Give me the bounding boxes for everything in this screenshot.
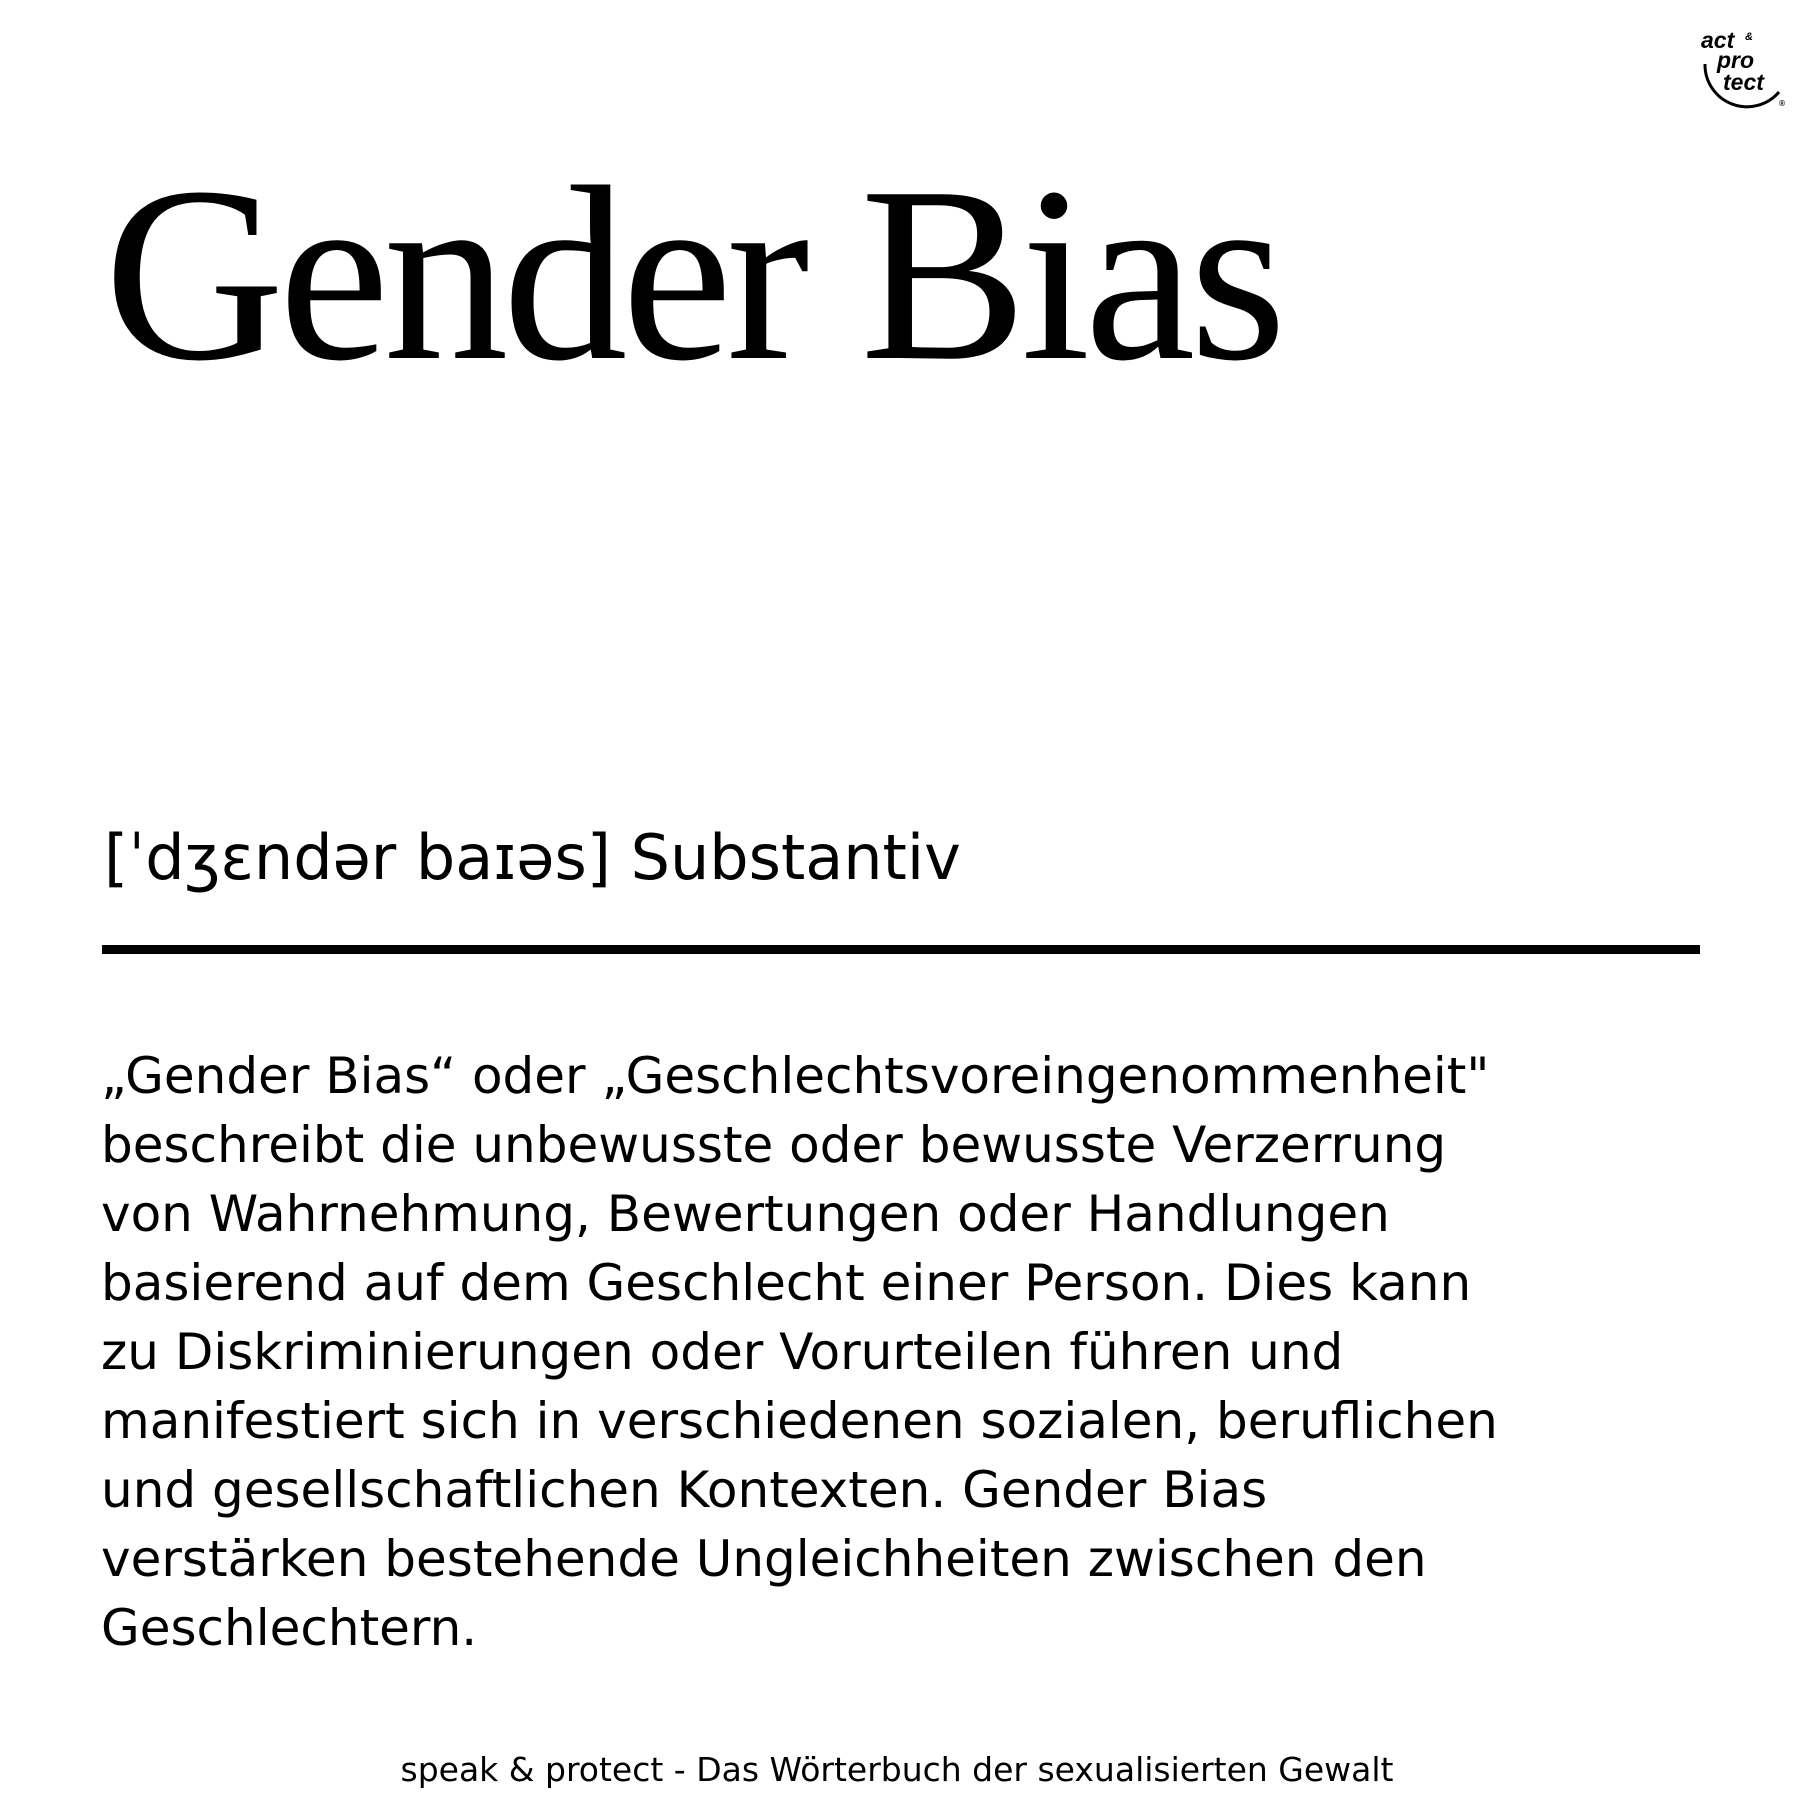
- logo-ampersand: &: [1745, 31, 1753, 43]
- footer-caption: speak & protect - Das Wörterbuch der sexualisierten Gewalt: [400, 1750, 1394, 1789]
- entry-title: Gender Bias: [104, 136, 1281, 413]
- act-and-protect-logo: [1695, 14, 1787, 110]
- logo-registered: ®: [1779, 99, 1785, 108]
- logo-line3: tect: [1723, 69, 1764, 95]
- entry-definition: „Gender Bias“ oder „Geschlechtsvoreingenommenheit" beschreibt die unbewusste oder bewusste Verzerrung von Wahrnehmung, Bewertungen oder Handlungen basierend auf dem Geschlecht einer Person. Dies kann zu Diskriminierungen oder Vorurteilen führen und manifestiert sich in verschiedenen sozialen, beruflichen und gesellschaftlichen Kontexten. Gender Bias verstärken bestehende Ungleichheiten zwischen den Geschlechtern.: [101, 1047, 1498, 1657]
- logo-line1: act: [1701, 27, 1735, 53]
- logo-line2: pro: [1717, 47, 1755, 73]
- logo-mark: [1695, 14, 1787, 110]
- divider-line: [102, 945, 1700, 954]
- entry-pronunciation: [ˈdʒɛndər baɪəs] Substantiv: [104, 821, 961, 894]
